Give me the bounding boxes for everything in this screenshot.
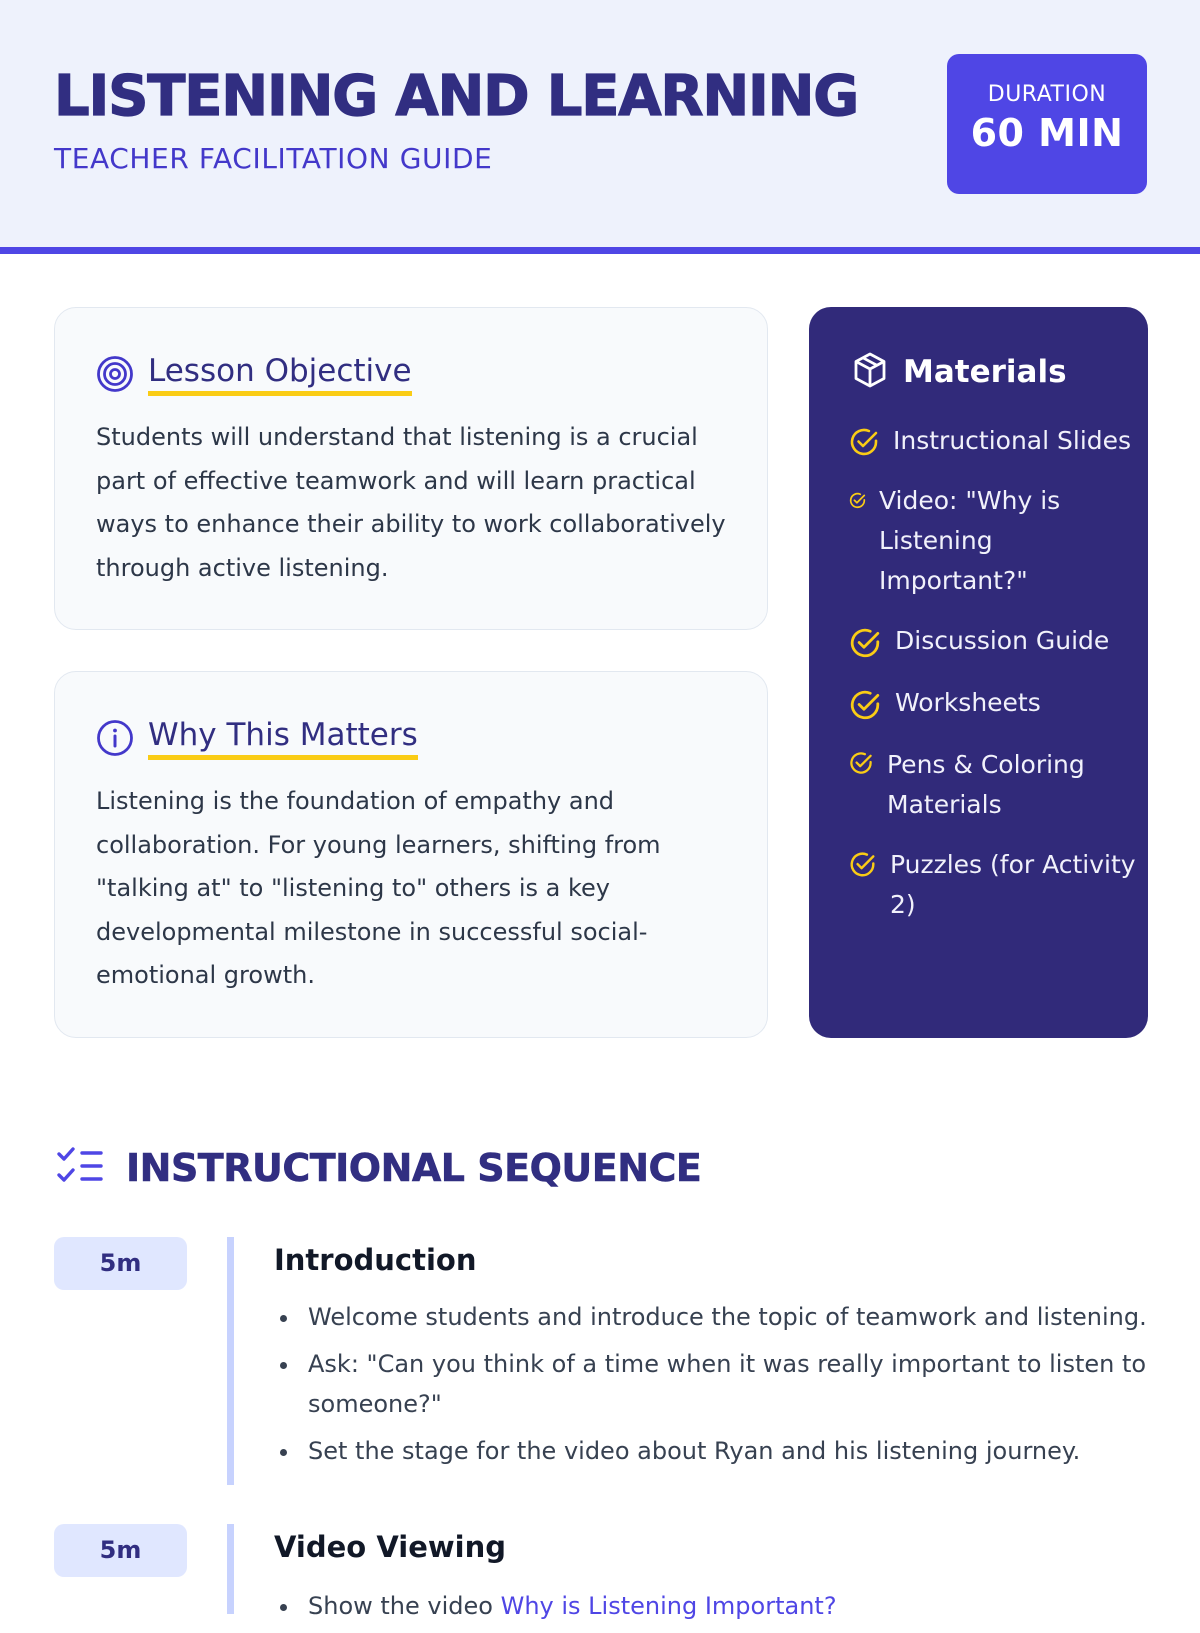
materials-list bbox=[849, 421, 1139, 945]
materials-item-label: Discussion Guide bbox=[895, 626, 1110, 655]
card-header bbox=[96, 352, 412, 396]
materials-item bbox=[849, 481, 1139, 601]
timeline-bar bbox=[227, 1524, 234, 1614]
video-link[interactable]: Why is Listening Important? bbox=[500, 1592, 837, 1620]
check-circle-icon bbox=[849, 689, 881, 725]
check-circle-icon bbox=[849, 851, 876, 882]
materials-item bbox=[849, 621, 1139, 663]
step-bullet: Ask: "Can you think of a time when it was really important to listen to someone?" bbox=[274, 1344, 1154, 1424]
step-bullet: Welcome students and introduce the topic of teamwork and listening. bbox=[274, 1297, 1154, 1337]
checklist-icon bbox=[56, 1146, 104, 1190]
duration-value: 60 MIN bbox=[970, 111, 1124, 155]
check-circle-icon bbox=[849, 751, 873, 779]
lesson-objective-text: Students will understand that listening is a crucial part of effective teamwork and will learn practical ways to enhance their ability to work collaboratively through active listening. bbox=[96, 423, 726, 582]
materials-item-label: Instructional Slides bbox=[893, 426, 1132, 455]
step-bullet-text: Show the video bbox=[308, 1592, 501, 1620]
materials-title: Materials bbox=[903, 354, 1067, 390]
check-circle-icon bbox=[849, 492, 866, 513]
materials-item bbox=[849, 745, 1139, 825]
sequence-title: INSTRUCTIONAL SEQUENCE bbox=[126, 1146, 702, 1190]
timeline-bar bbox=[227, 1237, 234, 1485]
check-circle-icon bbox=[849, 627, 881, 663]
sequence-step bbox=[0, 1524, 1200, 1620]
materials-item-label: Puzzles (for Activity 2) bbox=[890, 850, 1136, 919]
target-icon bbox=[96, 355, 134, 393]
step-title: Video Viewing bbox=[274, 1530, 506, 1564]
lesson-objective-card bbox=[54, 307, 768, 630]
time-badge: 5m bbox=[54, 1237, 187, 1290]
materials-item-label: Worksheets bbox=[895, 688, 1041, 717]
sequence-header bbox=[56, 1146, 701, 1190]
box-icon bbox=[851, 351, 889, 393]
step-bullets bbox=[274, 1297, 1154, 1478]
page-title: LISTENING AND LEARNING bbox=[54, 64, 859, 129]
duration-badge bbox=[947, 54, 1147, 194]
duration-label: DURATION bbox=[987, 82, 1107, 107]
materials-item bbox=[849, 421, 1139, 461]
page-subtitle: TEACHER FACILITATION GUIDE bbox=[54, 142, 493, 175]
check-circle-icon bbox=[849, 427, 879, 461]
step-bullets bbox=[274, 1586, 1154, 1633]
card-header bbox=[96, 716, 418, 760]
page-header bbox=[0, 0, 1200, 254]
materials-item bbox=[849, 845, 1139, 925]
info-icon bbox=[96, 719, 134, 757]
why-this-matters-card bbox=[54, 671, 768, 1038]
materials-item-label: Video: "Why is Listening Important?" bbox=[879, 486, 1061, 595]
lesson-objective-title: Lesson Objective bbox=[148, 353, 412, 396]
materials-header bbox=[851, 351, 1067, 393]
sequence-step bbox=[0, 1237, 1200, 1485]
why-this-matters-text: Listening is the foundation of empathy and collaboration. For young learners, shifting from "talking at" to "listening to" others is a key developmental milestone in successful social-emotional growth. bbox=[96, 787, 661, 989]
materials-item bbox=[849, 683, 1139, 725]
step-bullet bbox=[274, 1586, 1154, 1626]
step-bullet: Set the stage for the video about Ryan and his listening journey. bbox=[274, 1431, 1154, 1471]
why-this-matters-title: Why This Matters bbox=[148, 717, 418, 760]
materials-item-label: Pens & Coloring Materials bbox=[887, 750, 1085, 819]
time-badge: 5m bbox=[54, 1524, 187, 1577]
step-title: Introduction bbox=[274, 1243, 477, 1277]
materials-panel bbox=[809, 307, 1148, 1038]
